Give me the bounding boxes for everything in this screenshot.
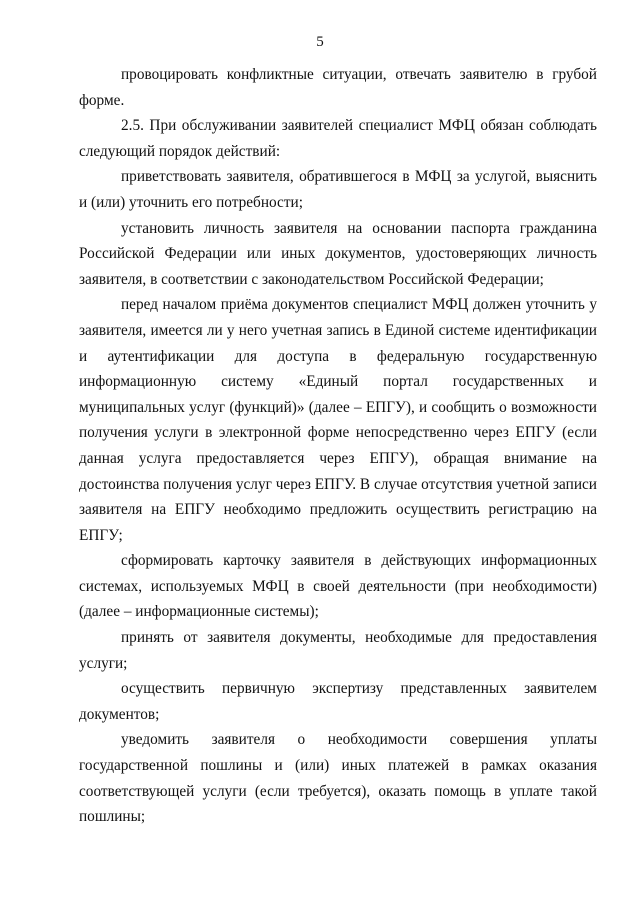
paragraph-greet: приветствовать заявителя, обратившегося в МФЦ за услугой, выяснить и (или) уточнить его потребности; xyxy=(79,168,597,211)
paragraph-card: сформировать карточку заявителя в действующих информационных системах, используемых МФЦ в своей деятельности (при необходимости) (далее – информационные системы); xyxy=(79,552,597,621)
document-body xyxy=(79,62,597,830)
paragraph-conflict: провоцировать конфликтные ситуации, отвечать заявителю в грубой форме. xyxy=(79,66,597,109)
paragraph-identify: установить личность заявителя на основании паспорта гражданина Российской Федерации или иных документов, удостоверяющих личность заявителя, в соответствии с законодательством Российской Федерации; xyxy=(79,219,597,288)
page-number: 5 xyxy=(316,34,324,50)
paragraph-notify: уведомить заявителя о необходимости совершения уплаты государственной пошлины и (или) иных платежей в рамках оказания соответствующей услуги (если требуется), оказать помощь в уплате такой пошлины; xyxy=(79,731,597,826)
paragraph-2-5: 2.5. При обслуживании заявителей специалист МФЦ обязан соблюдать следующий порядок действий: xyxy=(79,117,597,160)
paragraph-accept: принять от заявителя документы, необходимые для предоставления услуги; xyxy=(79,629,597,672)
paragraph-expertise: осуществить первичную экспертизу представленных заявителем документов; xyxy=(79,680,597,723)
paragraph-epgu: перед началом приёма документов специалист МФЦ должен уточнить у заявителя, имеется ли у него учетная запись в Единой системе идентификации и аутентификации для доступа в федеральную государственную информационную систему «Единый портал государственных и муниципальных услуг (функций)» (далее – ЕПГУ), и сообщить о возможности получения услуги в электронной форме непосредственно через ЕПГУ (если данная услуга предоставляется через ЕПГУ), обращая внимание на достоинства получения услуг через ЕПГУ. В случае отсутствия учетной записи заявителя на ЕПГУ необходимо предложить осуществить регистрацию на ЕПГУ; xyxy=(79,296,597,544)
